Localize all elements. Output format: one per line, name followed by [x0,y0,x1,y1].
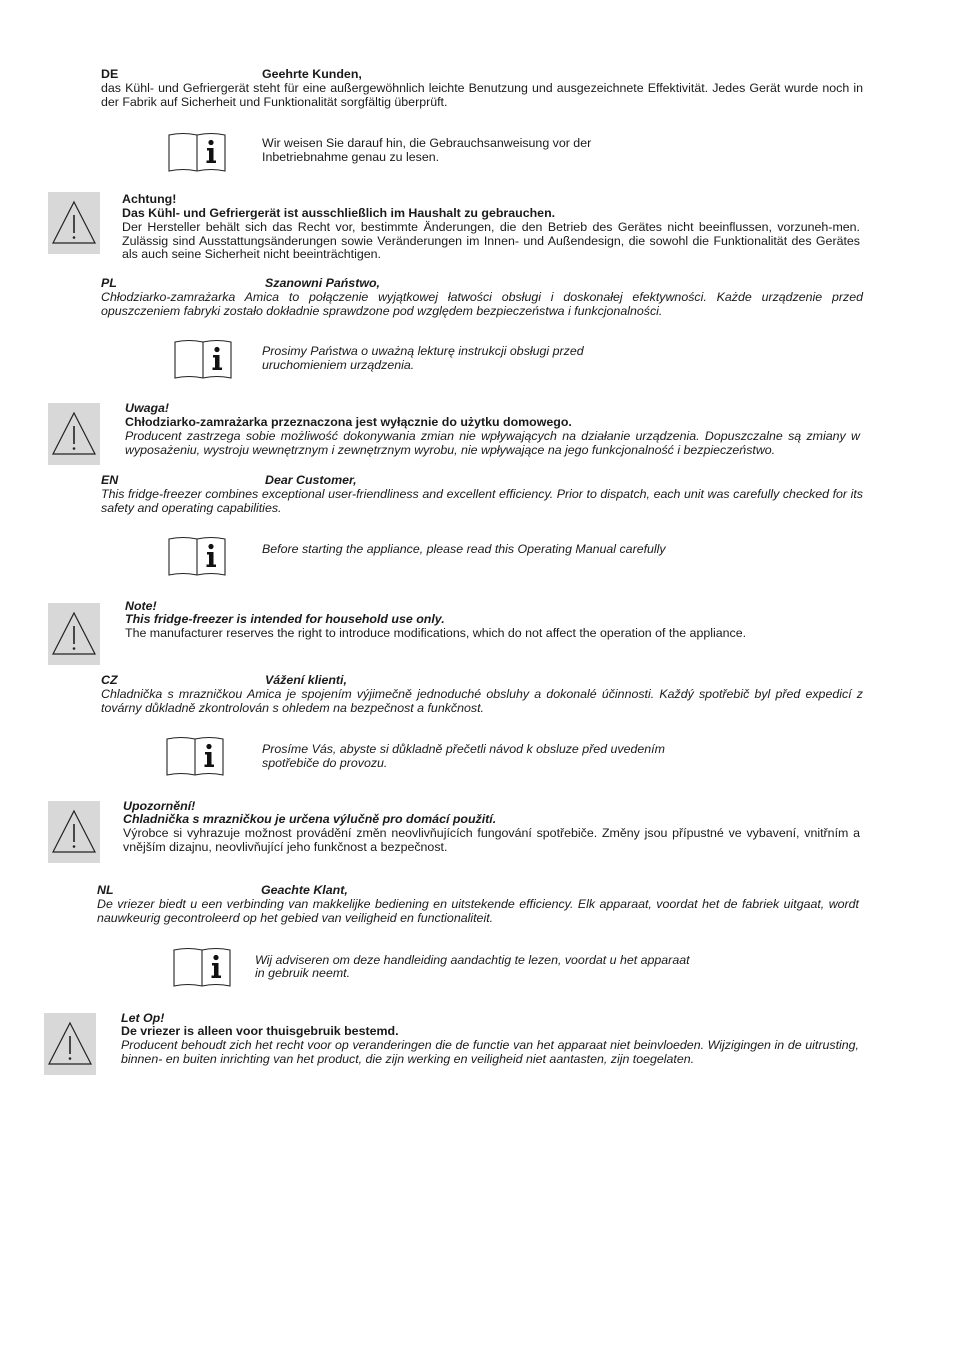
section-en-code: EN [101,473,119,487]
section-nl-warn-bold: De vriezer is alleen voor thuisgebruik bestemd. [121,1024,399,1038]
section-en-warn-title: Note! [125,599,157,613]
section-de-code: DE [101,67,119,81]
section-cz-greeting: Vážení klienti, [265,673,347,687]
info-book-icon [173,338,233,382]
section-nl-greeting: Geachte Klant, [261,883,348,897]
info-book-icon [165,735,225,779]
section-pl-info-line1: Prosimy Państwa o uważną lekturę instrukcji obsługi przed [262,344,584,358]
section-cz-warn-bold: Chladnička s mrazničkou je určena výlučně pro domácí použití. [123,812,497,826]
info-book-icon [167,131,227,175]
section-de-intro: das Kühl- und Gefriergerät steht für eine außergewöhnlich leichte Benutzung und ausgezeichnete Effektivität. Jedes Gerät wurde noch in der Fabrik auf Sicherheit und Funktionalität sorgfältig überprüft. [101,81,863,109]
section-nl-info-line2: in gebruik neemt. [255,966,351,980]
section-de-warn-text: Der Hersteller behält sich das Recht vor, bestimmte Änderungen, die den Betrieb des Gerätes nicht beeinflussen, vorzuneh-men. Zulässig sind Ausstattungsänderungen sowie Veränderungen im Innen- und Außendesign, die sowohl die Funktionalität des Gerätes als auch seine Sicherheit nicht beeinträchtigen. [122,220,860,262]
section-pl-intro: Chłodziarko-zamrażarka Amica to połączenie wyjątkowej łatwości obsługi i doskonałej efektywności. Każde urządzenie przed opuszczeniem fabryki zostało dokładnie sprawdzone pod względem bezpieczeństwa i funkcjonalności. [101,290,863,318]
section-en-intro: This fridge-freezer combines exceptional user-friendliness and excellent efficiency. Prior to dispatch, each unit was carefully checked for its safety and operating capabilities. [101,487,863,515]
warning-triangle-icon [44,1013,96,1075]
section-nl-warn-text: Producent behoudt zich het recht voor op veranderingen die de functie van het apparaat niet beinvloeden. Wijzigingen in de uitrusting, binnen- en buiten inrichting van het product, die zijn werking en veiligheid niet aantasten, zijn toegelaten. [121,1038,859,1066]
section-de-info-line2: Inbetriebnahme genau zu lesen. [262,150,440,164]
info-book-icon [167,535,227,579]
section-nl-code: NL [97,883,114,897]
section-cz-code: CZ [101,673,118,687]
section-nl-intro: De vriezer biedt u een verbinding van makkelijke bediening en uitstekende efficiency. Elk apparaat, voordat het de fabriek uitgaat, wordt nauwkeurig gecontroleerd op het gebied van veiligheid en functionaliteit. [97,897,859,925]
section-en-info-line1: Before starting the appliance, please read this Operating Manual carefully [262,542,666,556]
section-pl-info-line2: uruchomieniem urządzenia. [262,358,415,372]
warning-triangle-icon [48,192,100,254]
section-de-warn-bold: Das Kühl- und Gefriergerät ist ausschließlich im Haushalt zu gebrauchen. [122,206,556,220]
section-pl-code: PL [101,276,117,290]
info-book-icon [172,946,232,990]
section-pl-warn-bold: Chłodziarko-zamrażarka przeznaczona jest wyłącznie do użytku domowego. [125,415,572,429]
section-pl-warn-title: Uwaga! [125,401,170,415]
section-en-warn-bold: This fridge-freezer is intended for household use only. [125,612,445,626]
section-en-warn-text: The manufacturer reserves the right to introduce modifications, which do not affect the operation of the appliance. [125,626,747,640]
section-de-warn-title: Achtung! [122,192,177,206]
section-de-greeting: Geehrte Kunden, [262,67,362,81]
section-cz-intro: Chladnička s mrazničkou Amica je spojením výjimečně jednoduché obsluhy a dokonalé účinnosti. Každý spotřebič byl před expedicí z továrny důkladně zkontrolován s ohledem na bezpečnost a funkčnost. [101,687,863,715]
section-nl-info-line1: Wij adviseren om deze handleiding aandachtig te lezen, voordat u het apparaat [255,953,690,967]
section-cz-warn-text: Výrobce si vyhrazuje možnost provádění změn neovlivňujících fungování spotřebiče. Změny jsou přípustné ve vybavení, vnitřním a vnějším dizajnu, neovlivňující jeho funkčnost a bezpečnost. [123,826,860,854]
section-de-info-line1: Wir weisen Sie darauf hin, die Gebrauchsanweisung vor der [262,136,592,150]
section-en-greeting: Dear Customer, [265,473,357,487]
section-nl-warn-title: Let Op! [121,1011,165,1025]
warning-triangle-icon [48,403,100,465]
section-pl-warn-text: Producent zastrzega sobie możliwość dokonywania zmian nie wpływających na działanie urządzenia. Dopuszczalne są zmiany w wyposażeniu, wystroju wewnętrznym i zewnętrznym wyrobu, nie wpływające na jego funkcjonalność i bezpieczeństwo. [125,429,860,457]
section-pl-greeting: Szanowni Państwo, [265,276,380,290]
section-cz-info-line1: Prosíme Vás, abyste si důkladně přečetli návod k obsluze před uvedením [262,742,665,756]
section-cz-info-line2: spotřebiče do provozu. [262,756,388,770]
warning-triangle-icon [48,603,100,665]
warning-triangle-icon [48,801,100,863]
section-cz-warn-title: Upozornění! [123,799,196,813]
